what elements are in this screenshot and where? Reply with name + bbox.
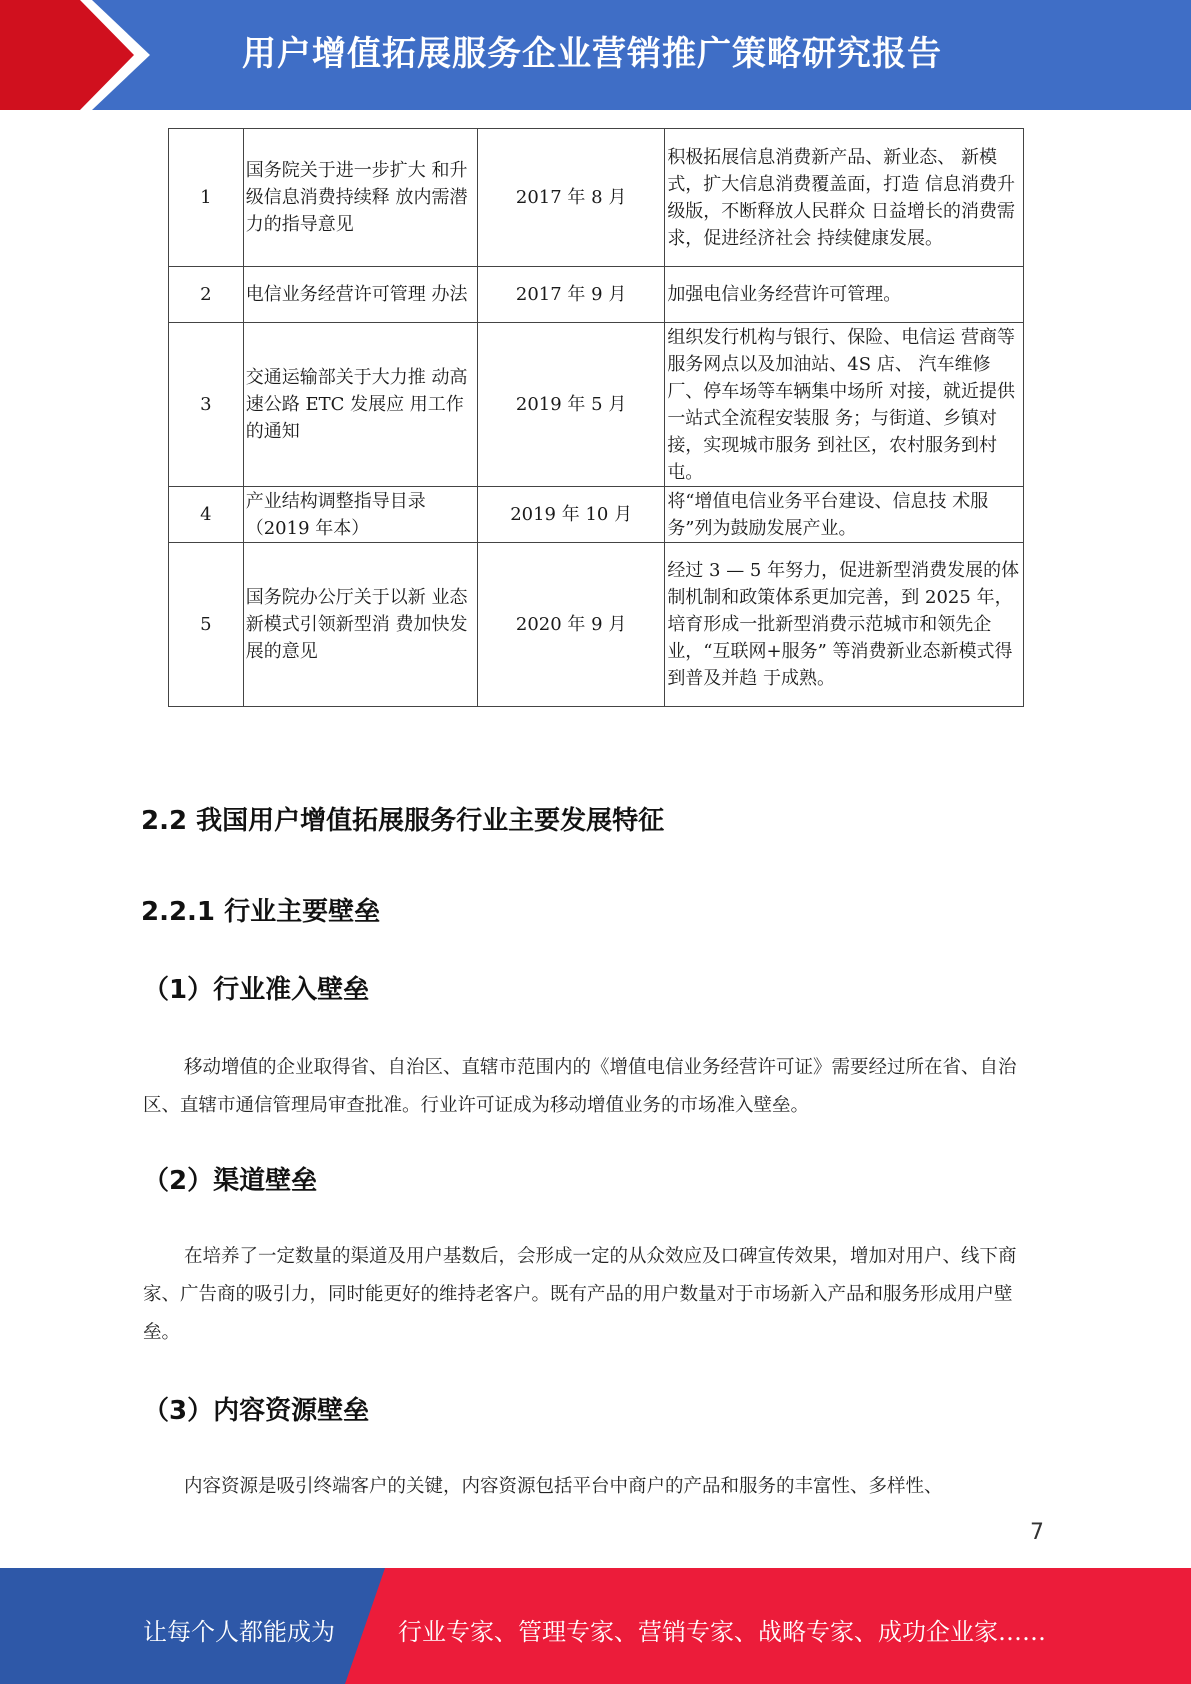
paragraph-entry-barrier: 移动增值的企业取得省、自治区、直辖市范围内的《增值电信业务经营许可证》需要经过所在省、自治区、直辖市通信管理局审查批准。行业许可证成为移动增值业务的市场准入壁垒。 [143, 1057, 1017, 1116]
policy-date: 2017 年 8 月 [477, 129, 664, 267]
policy-description: 经过 3 — 5 年努力，促进新型消费发展的体制机制和政策体系更加完善，到 2025 年，培育形成一批新型消费示范城市和领先企业，“互联网+服务” 等消费新业态新模式得到普及并趋 于成熟。 [665, 543, 1024, 707]
policy-table [168, 128, 1024, 707]
policy-description: 组织发行机构与银行、保险、电信运 营商等服务网点以及加油站、4S 店、 汽车维修厂、停车场等车辆集中场所 对接，就近提供一站式全流程安装服 务；与街道、乡镇对接，实现城市服务 到社区，农村服务到村屯。 [665, 323, 1024, 487]
policy-date: 2019 年 10 月 [477, 487, 664, 543]
footer-slogan-left: 让每个人都能成为 [143, 1618, 335, 1646]
table-row [169, 543, 1024, 707]
page-footer [0, 1568, 1191, 1684]
policy-name: 国务院关于进一步扩大 和升级信息消费持续释 放内需潜力的指导意见 [243, 129, 477, 267]
policy-description: 将“增值电信业务平台建设、信息技 术服务”列为鼓励发展产业。 [665, 487, 1024, 543]
item-heading-content-barrier: （3）内容资源壁垒 [143, 1396, 370, 1426]
subsection-heading: 2.2.1 行业主要壁垒 [141, 897, 381, 927]
footer-slogan-right: 行业专家、管理专家、营销专家、战略专家、成功企业家…… [398, 1618, 1046, 1646]
item-heading-entry-barrier: （1）行业准入壁垒 [143, 975, 370, 1005]
header-arrow-decoration [0, 0, 150, 110]
page-number: 7 [1030, 1520, 1044, 1545]
report-title: 用户增值拓展服务企业营销推广策略研究报告 [242, 34, 942, 74]
page-header [0, 0, 1191, 110]
row-number: 3 [169, 323, 244, 487]
policy-description: 加强电信业务经营许可管理。 [665, 267, 1024, 323]
policy-name: 产业结构调整指导目录（2019 年本） [243, 487, 477, 543]
table-row [169, 267, 1024, 323]
row-number: 1 [169, 129, 244, 267]
table-row [169, 129, 1024, 267]
policy-name: 电信业务经营许可管理 办法 [243, 267, 477, 323]
policy-date: 2017 年 9 月 [477, 267, 664, 323]
table-row [169, 487, 1024, 543]
table-row [169, 323, 1024, 487]
paragraph-content-barrier: 内容资源是吸引终端客户的关键，内容资源包括平台中商户的产品和服务的丰富性、多样性、 [184, 1476, 943, 1497]
row-number: 4 [169, 487, 244, 543]
policy-name: 国务院办公厅关于以新 业态新模式引领新型消 费加快发展的意见 [243, 543, 477, 707]
section-heading: 2.2 我国用户增值拓展服务行业主要发展特征 [141, 806, 665, 836]
policy-date: 2020 年 9 月 [477, 543, 664, 707]
paragraph-channel-barrier: 在培养了一定数量的渠道及用户基数后，会形成一定的从众效应及口碑宣传效果，增加对用户、线下商家、广告商的吸引力，同时能更好的维持老客户。既有产品的用户数量对于市场新入产品和服务形成用户壁垒。 [143, 1246, 1017, 1343]
policy-description: 积极拓展信息消费新产品、新业态、 新模式，扩大信息消费覆盖面，打造 信息消费升级版，不断释放人民群众 日益增长的消费需求，促进经济社会 持续健康发展。 [665, 129, 1024, 267]
row-number: 2 [169, 267, 244, 323]
item-heading-channel-barrier: （2）渠道壁垒 [143, 1166, 318, 1196]
policy-name: 交通运输部关于大力推 动高速公路 ETC 发展应 用工作的通知 [243, 323, 477, 487]
policy-date: 2019 年 5 月 [477, 323, 664, 487]
row-number: 5 [169, 543, 244, 707]
